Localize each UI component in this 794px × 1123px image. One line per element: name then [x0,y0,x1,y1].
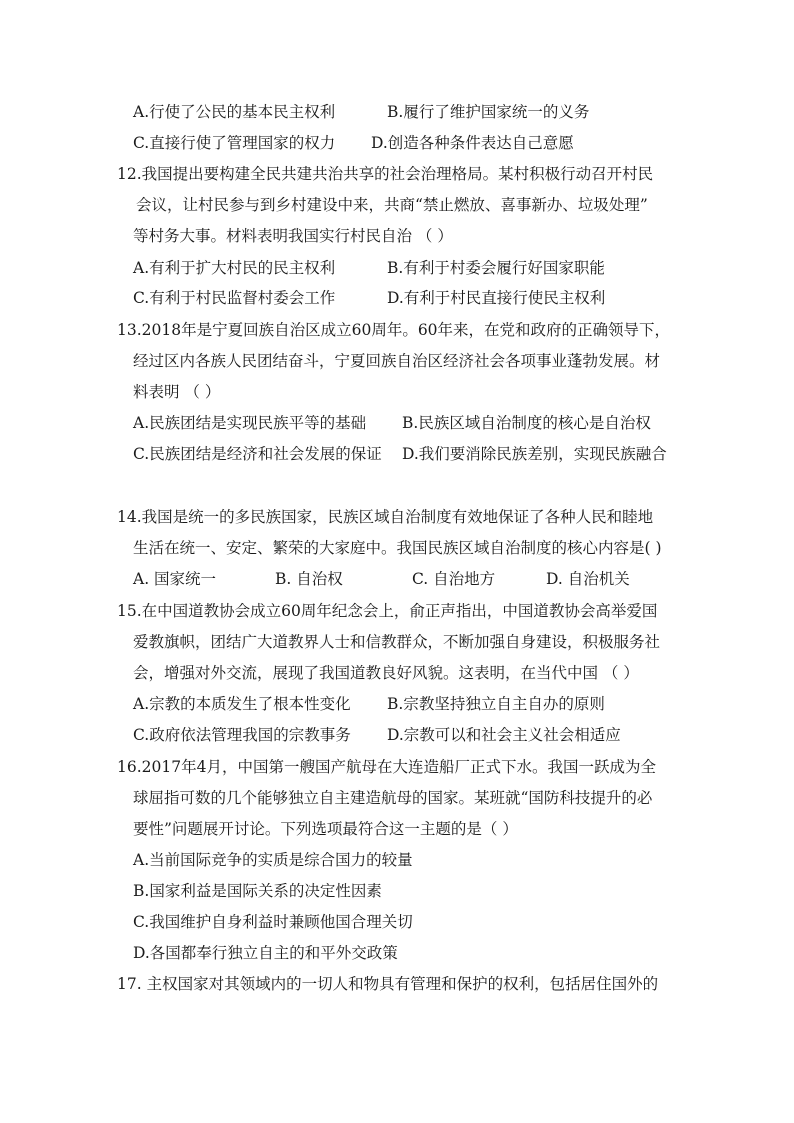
q16-option-b[interactable]: B.国家利益是国际关系的决定性因素 [133,882,382,900]
q14-stem-line-1: 14.我国是统一的多民族国家，民族区域自治制度有效地保证了各种人民和睦地 [117,508,654,526]
q15-option-b[interactable]: B.宗教坚持独立自主自办的原则 [387,695,605,713]
q12-option-b[interactable]: B.有利于村委会履行好国家职能 [387,259,605,277]
q16-option-a[interactable]: A.当前国际竞争的实质是综合国力的较量 [133,851,413,869]
q11-option-c[interactable]: C.直接行使了管理国家的权力 [133,134,336,152]
q13-stem-line-1: 13.2018年是宁夏回族自治区成立60周年。60年来，在党和政府的正确领导下， [117,321,671,339]
q16-stem-line-1: 16.2017年4月，中国第一艘国产航母在大连造船厂正式下水。我国一跃成为全 [117,758,656,776]
q14-option-d[interactable]: D. 自治机关 [546,570,630,588]
q15-stem-line-1: 15.在中国道教协会成立60周年纪念会上，俞正声指出，中国道教协会高举爱国 [117,602,658,620]
q13-option-c[interactable]: C.民族团结是经济和社会发展的保证 [133,445,382,463]
q12-stem-line-2: 会议，让村民参与到乡村建设中来，共商“禁止燃放、喜事新办、垃圾处理” [136,196,648,214]
q16-option-c[interactable]: C.我国维护自身利益时兼顾他国合理关切 [133,913,413,931]
q13-option-d[interactable]: D.我们要消除民族差别，实现民族融合 [402,445,667,463]
q12-option-c[interactable]: C.有利于村民监督村委会工作 [133,289,336,307]
q14-stem-line-2: 生活在统一、安定、繁荣的大家庭中。我国民族区域自治制度的核心内容是( ) [133,539,662,557]
q11-option-a[interactable]: A.行使了公民的基本民主权利 [133,103,336,121]
q16-option-d[interactable]: D.各国都奉行独立自主的和平外交政策 [133,944,398,962]
q13-option-a[interactable]: A.民族团结是实现民族平等的基础 [133,414,367,432]
q15-stem-line-2: 爱教旗帜，团结广大道教界人士和信教群众，不断加强自身建设，积极服务社 [133,633,661,651]
q12-option-d[interactable]: D.有利于村民直接行使民主权利 [387,289,606,307]
q12-stem-line-1: 12.我国提出要构建全民共建共治共享的社会治理格局。某村积极行动召开村民 [117,165,654,183]
q13-option-b[interactable]: B.民族区域自治制度的核心是自治权 [402,414,651,432]
q17-stem-line-1: 17. 主权国家对其领域内的一切人和物具有管理和保护的权利，包括居住国外的 [117,975,659,993]
q11-option-b[interactable]: B.履行了维护国家统一的义务 [387,103,590,121]
q15-option-c[interactable]: C.政府依法管理我国的宗教事务 [133,726,351,744]
q12-option-a[interactable]: A.有利于扩大村民的民主权利 [133,259,336,277]
q12-stem-line-3: 等村务大事。材料表明我国实行村民自治 （ ） [133,227,453,245]
q13-stem-line-2: 经过区内各族人民团结奋斗，宁夏回族自治区经济社会各项事业蓬勃发展。材 [133,352,661,370]
q14-option-a[interactable]: A. 国家统一 [133,570,217,588]
q13-stem-line-3: 料表明 （ ） [133,383,221,401]
q15-option-d[interactable]: D.宗教可以和社会主义社会相适应 [387,726,621,744]
q16-stem-line-3: 要性”问题展开讨论。下列选项最符合这一主题的是（ ） [133,820,518,838]
q15-stem-line-3: 会，增强对外交流，展现了我国道教良好风貌。这表明，在当代中国 （ ） [133,664,639,682]
q14-option-c[interactable]: C. 自治地方 [412,570,496,588]
q16-stem-line-2: 球屈指可数的几个能够独立自主建造航母的国家。某班就“国防科技提升的必 [133,789,653,807]
q11-option-d[interactable]: D.创造各种条件表达自己意愿 [371,134,574,152]
q15-option-a[interactable]: A.宗教的本质发生了根本性变化 [133,695,351,713]
q14-option-b[interactable]: B. 自治权 [275,570,343,588]
